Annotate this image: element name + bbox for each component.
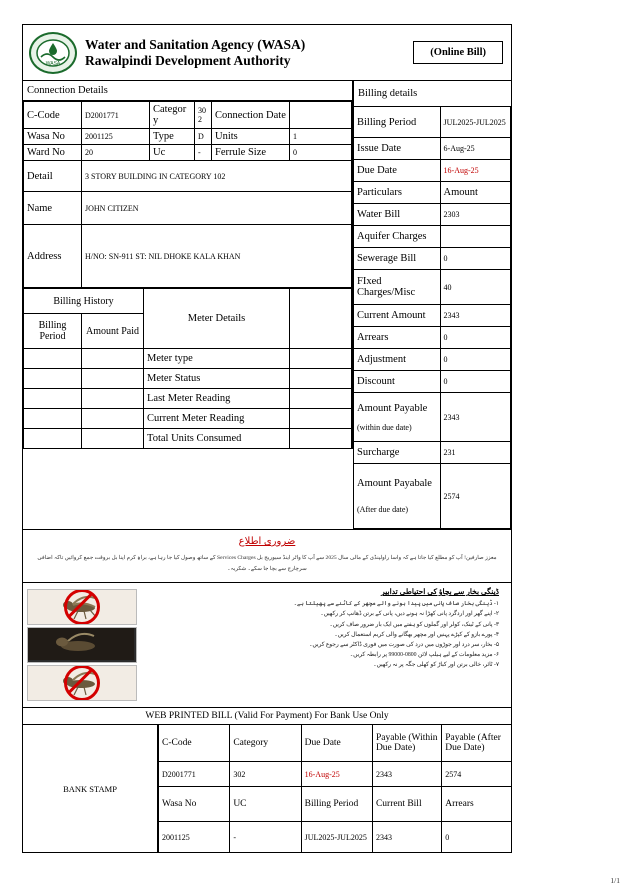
billing-period-value: JUL2025-JUL2025 xyxy=(440,107,510,138)
billing-history-col-paid: Amount Paid xyxy=(82,314,144,349)
type-label: Type xyxy=(150,129,195,145)
dengue-awareness-section xyxy=(23,583,511,708)
detail-value: 3 STORY BUILDING IN CATEGORY 102 xyxy=(82,161,352,192)
discount-label: Discount xyxy=(354,371,441,393)
bank-header-ccode: C-Code xyxy=(159,725,230,762)
address-value: H/NO: SN-911 ST: NIL DHOKE KALA KHAN xyxy=(82,225,352,288)
history-meter-table xyxy=(23,288,352,449)
wasa-logo-icon xyxy=(29,32,77,74)
meter-row-value xyxy=(290,409,352,429)
amount-payable-after-sublabel: (After due date) xyxy=(357,505,409,514)
no-symbol-icon-2 xyxy=(64,665,100,701)
meter-row-value xyxy=(290,389,352,409)
history-row-paid xyxy=(82,389,144,409)
history-row-period xyxy=(24,409,82,429)
bank-value-ccode: D2001771 xyxy=(159,762,230,787)
billing-details-title: Billing details xyxy=(354,81,511,107)
meter-row-label: Last Meter Reading xyxy=(144,389,290,409)
important-notice xyxy=(23,529,511,583)
ward-no-value: 20 xyxy=(82,145,150,161)
online-bill-badge: (Online Bill) xyxy=(413,41,503,64)
sewerage-bill-value: 0 xyxy=(440,248,510,270)
ward-no-label: Ward No xyxy=(24,145,82,161)
connection-fields-table xyxy=(23,101,352,288)
uc-value: - xyxy=(195,145,212,161)
adjustment-label: Adjustment xyxy=(354,349,441,371)
bank-value-due-date: 16-Aug-25 xyxy=(301,762,372,787)
bank-value-uc: - xyxy=(230,822,301,853)
meter-details-title: Meter Details xyxy=(144,289,290,349)
sewerage-bill-label: Sewerage Bill xyxy=(354,248,441,270)
history-row-period xyxy=(24,349,82,369)
bank-value-wasa-no: 2001125 xyxy=(159,822,230,853)
right-column xyxy=(353,81,511,529)
detail-label: Detail xyxy=(24,161,82,192)
ccode-label: C-Code xyxy=(24,102,82,129)
aquifer-charges-label: Aquifer Charges xyxy=(354,226,441,248)
meter-row-label: Current Meter Reading xyxy=(144,409,290,429)
due-date-label: Due Date xyxy=(354,160,441,182)
history-row-period xyxy=(24,389,82,409)
wasa-no-label: Wasa No xyxy=(24,129,82,145)
meter-row-value xyxy=(290,429,352,449)
history-row-paid xyxy=(82,409,144,429)
bank-header-current-bill: Current Bill xyxy=(372,787,441,822)
type-value: D xyxy=(195,129,212,145)
history-row-period xyxy=(24,369,82,389)
arrears-value: 0 xyxy=(440,327,510,349)
bank-table-wrap xyxy=(158,725,511,852)
dengue-line: ۷- ٹائر، خالی برتن اور کباڑ کو کھلی جگہ پر نہ رکھیں۔ xyxy=(373,662,499,669)
bank-stamp-area: BANK STAMP xyxy=(23,725,158,852)
uc-label: Uc xyxy=(150,145,195,161)
history-row-paid xyxy=(82,429,144,449)
issue-date-value: 6-Aug-25 xyxy=(440,138,510,160)
meter-row-value xyxy=(290,369,352,389)
bank-use-section xyxy=(23,725,511,852)
bank-header-category: Category xyxy=(230,725,301,762)
dengue-line: ۱- ڈینگی بخار صاف پانی میں پیدا ہونے والے مچھر کے کاٹنے سے پھیلتا ہے۔ xyxy=(293,601,499,608)
meter-row-value xyxy=(290,349,352,369)
dengue-heading: ڈینگی بخار سے بچاؤ کی احتیاطی تدابیر xyxy=(381,587,499,597)
history-row-paid xyxy=(82,369,144,389)
amount-payable-within-cell xyxy=(354,393,441,442)
dengue-text xyxy=(145,587,505,703)
adjustment-value: 0 xyxy=(440,349,510,371)
bank-header-payable-after: Payable (After Due Date) xyxy=(442,725,511,762)
discount-value: 0 xyxy=(440,371,510,393)
main-columns xyxy=(23,81,511,529)
svg-text:WASA: WASA xyxy=(45,60,61,67)
header-titles xyxy=(85,37,407,68)
notice-title: ضروری اطلاع xyxy=(238,536,296,547)
web-printed-bill-title: WEB PRINTED BILL (Valid For Payment) For Bank Use Only xyxy=(23,708,511,725)
bank-value-category: 302 xyxy=(230,762,301,787)
ccode-value: D2001771 xyxy=(82,102,150,129)
meter-row-label: Meter Status xyxy=(144,369,290,389)
current-amount-label: Current Amount xyxy=(354,305,441,327)
amount-payable-after-cell xyxy=(354,464,441,529)
category-value: 302 xyxy=(195,102,212,129)
particulars-label: Particulars xyxy=(354,182,441,204)
left-column xyxy=(23,81,353,449)
bank-header-due-date: Due Date xyxy=(301,725,372,762)
bank-header-arrears: Arrears xyxy=(442,787,511,822)
aquifer-charges-value xyxy=(440,226,510,248)
fixed-charges-value: 40 xyxy=(440,270,510,305)
bank-header-payable-within: Payable (Within Due Date) xyxy=(372,725,441,762)
amount-payable-after-value: 2574 xyxy=(440,464,510,529)
amount-payable-within-value: 2343 xyxy=(440,393,510,442)
amount-payable-within-sublabel: (within due date) xyxy=(357,422,412,432)
billing-period-label: Billing Period xyxy=(354,107,441,138)
bank-value-payable-within: 2343 xyxy=(372,762,441,787)
connection-details-title: Connection Details xyxy=(23,81,352,101)
page-number: 1/1 xyxy=(610,876,620,885)
history-row-period xyxy=(24,429,82,449)
mosquito-photo xyxy=(27,627,137,663)
connection-date-value xyxy=(290,102,352,129)
due-date-value: 16-Aug-25 xyxy=(440,160,510,182)
mosquito-illustration-icon-2 xyxy=(27,665,137,701)
current-amount-value: 2343 xyxy=(440,305,510,327)
amount-payable-after-label: Amount Payabale xyxy=(357,478,432,489)
surcharge-value: 231 xyxy=(440,442,510,464)
units-value: 1 xyxy=(290,129,352,145)
bank-value-billing-period: JUL2025-JUL2025 xyxy=(301,822,372,853)
meter-details-header-spacer xyxy=(290,289,352,349)
document-header xyxy=(23,25,511,81)
meter-row-label: Meter type xyxy=(144,349,290,369)
wasa-no-value: 2001125 xyxy=(82,129,150,145)
authority-title: Rawalpindi Development Authority xyxy=(85,52,291,68)
bank-header-billing-period: Billing Period xyxy=(301,787,372,822)
dengue-line: ۶- مزید معلومات کے لیے ہیلپ لائن 0800-99000 پر رابطہ کریں۔ xyxy=(349,651,499,658)
dengue-images xyxy=(27,587,145,703)
bank-header-uc: UC xyxy=(230,787,301,822)
meter-row-label: Total Units Consumed xyxy=(144,429,290,449)
surcharge-label: Surcharge xyxy=(354,442,441,464)
connection-details-table xyxy=(23,81,352,101)
name-value: JOHN CITIZEN xyxy=(82,192,352,225)
water-bill-label: Water Bill xyxy=(354,204,441,226)
mosquito-illustration-icon xyxy=(27,589,137,625)
bank-header-wasa-no: Wasa No xyxy=(159,787,230,822)
category-label: Category xyxy=(150,102,195,129)
dengue-line: ۴- پورے بازو کے کپڑے پہنیں اور مچھر بھگانے والی کریم استعمال کریں۔ xyxy=(334,631,499,638)
ferrule-size-value: 0 xyxy=(290,145,352,161)
notice-body: معزز صارفین! آپ کو مطلع کیا جاتا ہے کہ واسا راولپنڈی کے مالی سال 2025 سے آپ کا واٹر اینڈ سیوریج بل Services Charges کے ساتھ وصول کیا جا رہا ہے، براہِ کرم اپنا بل بروقت جمع کروائیں تاکہ اضافی سرچارج سے بچا جا سکے۔ شکریہ۔ xyxy=(37,555,497,572)
name-label: Name xyxy=(24,192,82,225)
amount-label: Amount xyxy=(440,182,510,204)
address-label: Address xyxy=(24,225,82,288)
units-label: Units xyxy=(212,129,290,145)
no-symbol-icon xyxy=(64,589,100,625)
dengue-line: ۳- پانی کے ٹینک، کولر اور گملوں کو ہفتے میں ایک بار ضرور صاف کریں۔ xyxy=(329,621,499,628)
history-row-paid xyxy=(82,349,144,369)
ferrule-size-label: Ferrule Size xyxy=(212,145,290,161)
bill-document xyxy=(22,24,512,853)
connection-date-label: Connection Date xyxy=(212,102,290,129)
bank-value-current-bill: 2343 xyxy=(372,822,441,853)
bank-table xyxy=(158,725,511,852)
fixed-charges-label: FIxed Charges/Misc xyxy=(354,270,441,305)
billing-details-table xyxy=(353,81,511,529)
arrears-label: Arrears xyxy=(354,327,441,349)
agency-title: Water and Sanitation Agency (WASA) xyxy=(85,36,306,52)
amount-payable-within-label: Amount Payable xyxy=(357,402,428,414)
water-bill-value: 2303 xyxy=(440,204,510,226)
dengue-line: ۲- اپنے گھر اور اردگرد پانی کھڑا نہ ہونے دیں، پانی کے برتن ڈھانپ کر رکھیں۔ xyxy=(320,611,499,618)
dengue-line: ۵- بخار، سر درد اور جوڑوں میں درد کی صورت میں فوری ڈاکٹر سے رجوع کریں۔ xyxy=(309,641,499,648)
bank-value-payable-after: 2574 xyxy=(442,762,511,787)
billing-history-col-period: Billing Period xyxy=(24,314,82,349)
bank-value-arrears: 0 xyxy=(442,822,511,853)
billing-history-title: Billing History xyxy=(24,289,144,314)
issue-date-label: Issue Date xyxy=(354,138,441,160)
